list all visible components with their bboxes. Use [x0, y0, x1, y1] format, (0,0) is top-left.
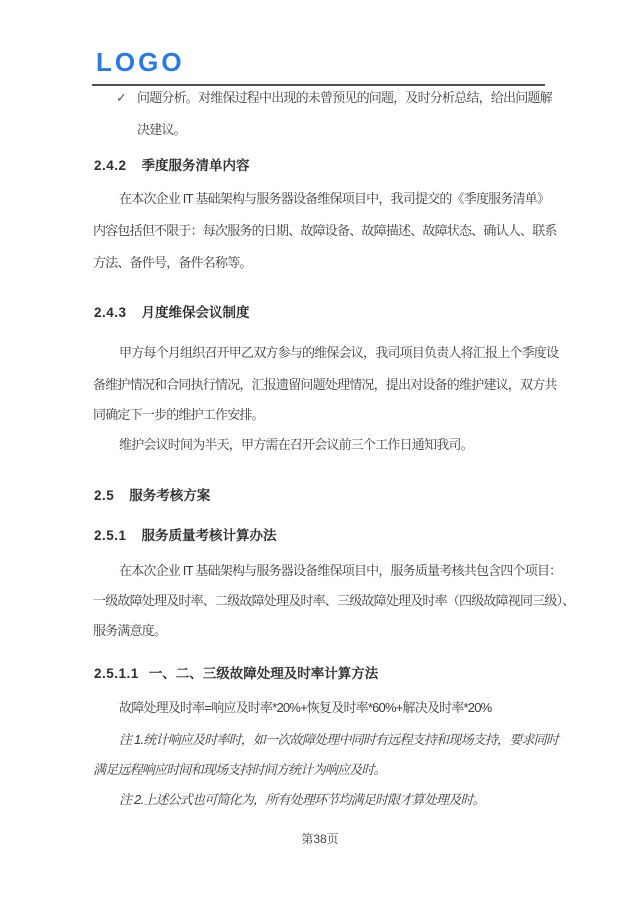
section-heading-2-5-1: [94, 527, 277, 545]
company-logo: LOGO: [96, 47, 185, 77]
bullet-line: 决建议。: [137, 122, 186, 137]
heading-number: 2.5.1.1: [94, 666, 139, 681]
paragraph-line: 一级故障处理及时率、二级故障处理及时率、三级故障处理及时率（四级故障视同三级）、: [93, 593, 575, 608]
paragraph-line: 同确定下一步的维护工作安排。: [93, 407, 264, 422]
heading-number: 2.5: [94, 488, 115, 503]
section-heading-2-4-2: [94, 157, 250, 175]
heading-number: 2.5.1: [94, 528, 127, 543]
bullet-line: 问题分析。对维保过程中出现的未曾预见的问题，及时分析总结，给出问题解: [137, 90, 552, 105]
heading-title: 服务考核方案: [129, 488, 211, 503]
checkmark-icon: ✓: [116, 90, 127, 105]
heading-title: 月度维保会议制度: [141, 305, 250, 320]
heading-number: 2.4.2: [94, 158, 127, 173]
paragraph-line: 维护会议时间为半天，甲方需在召开会议前三个工作日通知我司。: [119, 437, 473, 452]
paragraph-line: 在本次企业 IT 基础架构与服务器设备维保项目中，服务质量考核共包含四个项目：: [119, 563, 562, 578]
paragraph-line: 甲方每个月组织召开甲乙双方参与的维保会议，我司项目负责人将汇报上个季度设: [119, 345, 559, 360]
paragraph-line: 方法、备件号，备件名称等。: [93, 255, 252, 270]
paragraph-line: 内容包括但不限于：每次服务的日期、故障设备、故障描述、故障状态、确认人、联系: [93, 223, 557, 238]
heading-number: 2.4.3: [94, 305, 127, 320]
heading-title: 一、二、三级故障处理及时率计算方法: [148, 666, 379, 681]
formula-line: 故障处理及时率=响应及时率*20%+恢复及时率*60%+解决及时率*20%: [119, 700, 492, 715]
note-line: 注 1.统计响应及时率时，如一次故障处理中同时有远程支持和现场支持，要求同时: [119, 732, 559, 747]
note-line: 注 2.上述公式也可简化为，所有处理环节均满足时限才算处理及时。: [119, 792, 485, 807]
heading-title: 服务质量考核计算办法: [141, 528, 277, 543]
paragraph-line: 在本次企业 IT 基础架构与服务器设备维保项目中，我司提交的《季度服务清单》: [119, 191, 550, 206]
note-line: 满足远程响应时间和现场支持时间方统计为响应及时。: [93, 762, 386, 777]
section-heading-2-5: [94, 487, 210, 505]
section-heading-2-4-3: [94, 304, 250, 322]
paragraph-line: 备维护情况和合同执行情况，汇报遗留问题处理情况，提出对设备的维护建议，双方共: [93, 377, 557, 392]
header-divider: [92, 84, 545, 86]
page-number: 第38页: [301, 832, 339, 846]
section-heading-2-5-1-1: [94, 665, 378, 683]
paragraph-line: 服务满意度。: [93, 623, 167, 638]
heading-title: 季度服务清单内容: [141, 158, 250, 173]
